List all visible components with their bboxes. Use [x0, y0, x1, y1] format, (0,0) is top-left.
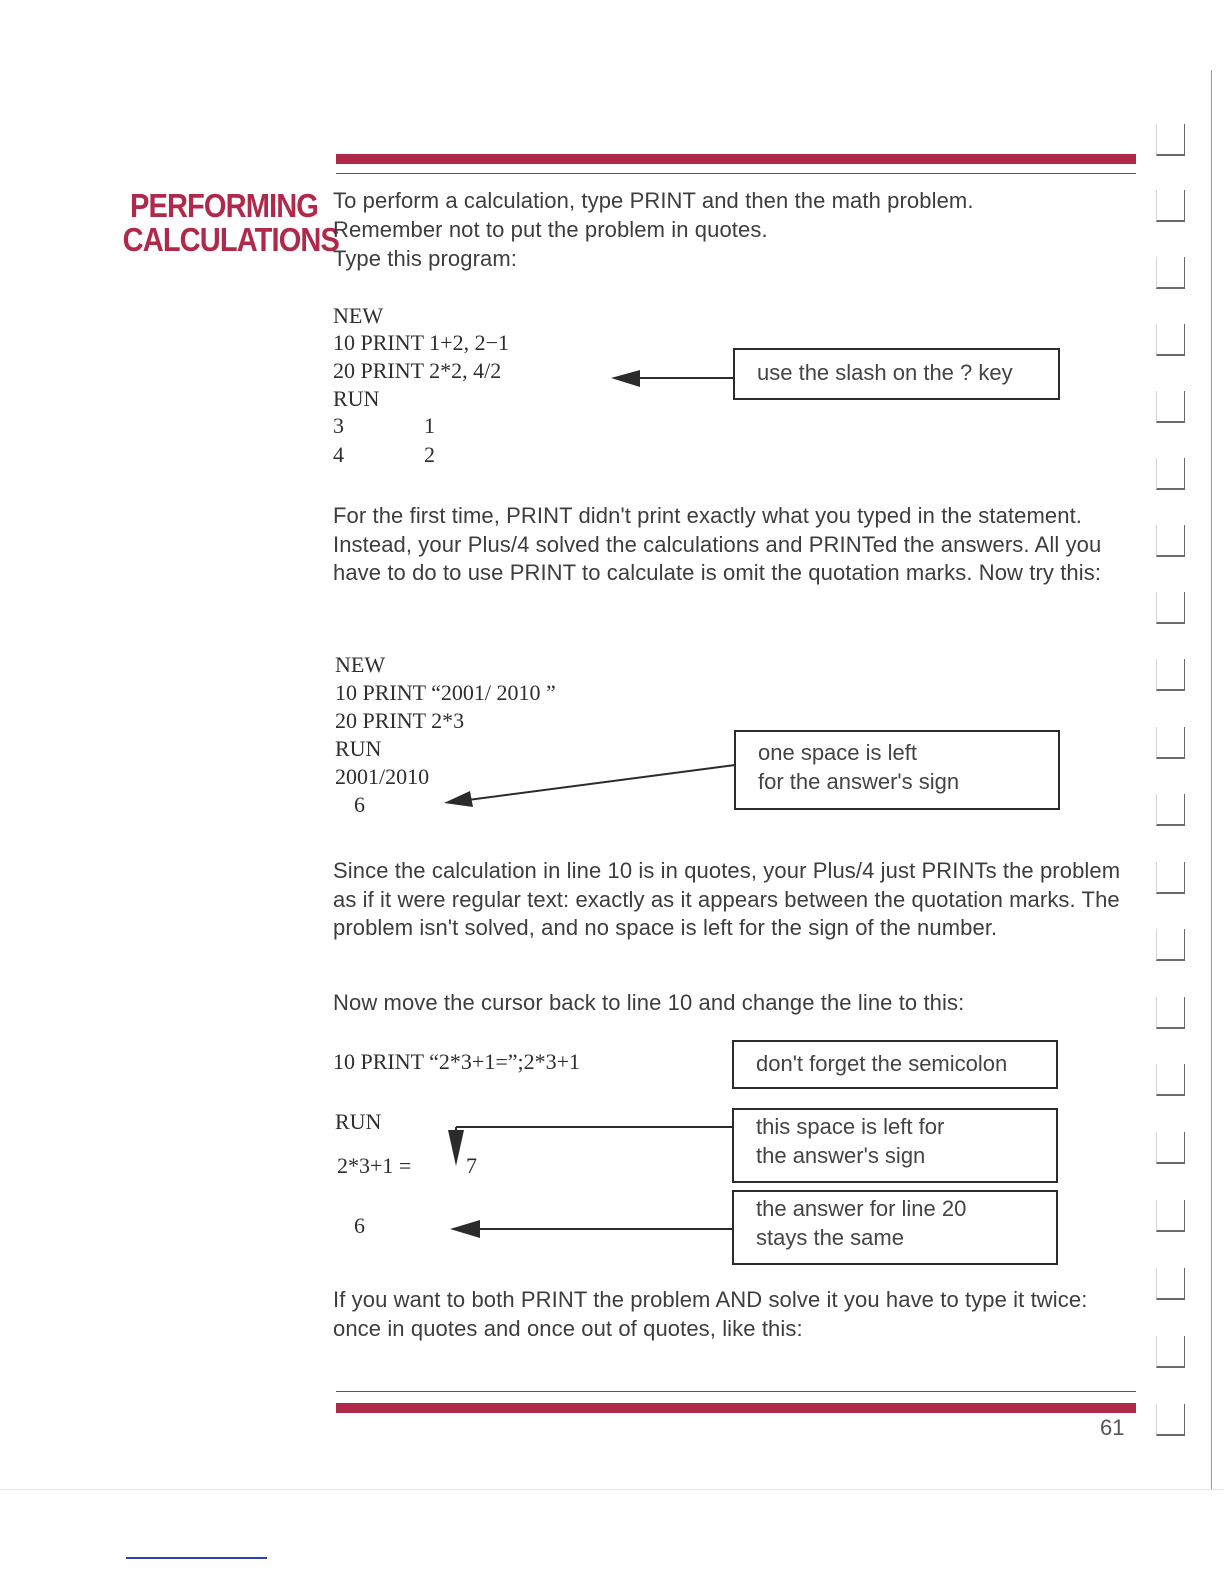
program1-output-2a: 4	[333, 442, 344, 467]
program2-line-10: 10 PRINT “2001/ 2010 ”	[335, 680, 556, 705]
binding-tab-16	[1156, 1132, 1185, 1164]
binding-tab-4	[1156, 324, 1185, 356]
program1-output-1a: 3	[333, 413, 344, 438]
program2-output-6: 6	[354, 792, 365, 817]
program2-line-run: RUN	[335, 736, 382, 761]
section-heading-line1: PERFORMING	[129, 187, 318, 224]
page-bottom-edge	[0, 1489, 1224, 1490]
binding-tab-14	[1156, 997, 1185, 1029]
program1-output-1b: 1	[424, 413, 435, 438]
binding-tab-10	[1156, 727, 1185, 759]
binding-tab-12	[1156, 862, 1185, 894]
binding-tab-5	[1156, 391, 1185, 423]
paragraph-5: If you want to both PRINT the problem AND solve it you have to type it twice: once in quotes and once out of quotes, like this:	[333, 1287, 1088, 1341]
program2-line-20: 20 PRINT 2*3	[335, 708, 465, 733]
program3-line-10: 10 PRINT “2*3+1=”;2*3+1	[333, 1049, 581, 1074]
callout-line20-same-line2: stays the same	[756, 1225, 904, 1250]
arrow-line20-same	[450, 1220, 733, 1238]
arrow-answer-sign	[444, 765, 735, 807]
binding-tab-17	[1156, 1200, 1185, 1232]
callout-answer-sign-line2: for the answer's sign	[758, 769, 960, 794]
callout-semicolon: don't forget the semicolon	[732, 1040, 1058, 1089]
binding-tab-8	[1156, 592, 1185, 624]
binding-tab-18	[1156, 1268, 1185, 1300]
binding-tab-2	[1156, 190, 1185, 222]
callout-answer-sign-line1: one space is left	[758, 740, 917, 765]
paragraph-3: Since the calculation in line 10 is in quotes, your Plus/4 just PRINTs the problem as if it were regular text: exactly as it appears between the quotation marks. The problem isn't solved, and no space is left for the sign of the number.	[333, 858, 1121, 941]
page-number: 61	[1100, 1415, 1125, 1440]
callout-space-left-line2: the answer's sign	[756, 1143, 926, 1168]
intro-line2: Remember not to put the problem in quotes.	[333, 217, 768, 242]
page-edge-line	[1211, 70, 1212, 1490]
arrow-slash-key	[611, 370, 734, 387]
binding-tab-11	[1156, 794, 1185, 826]
binding-tab-7	[1156, 525, 1185, 557]
program2-line-new: NEW	[335, 652, 386, 677]
intro-line3: Type this program:	[333, 246, 517, 271]
binding-tab-3	[1156, 257, 1185, 289]
paragraph-2: For the first time, PRINT didn't print exactly what you typed in the statement. Instead, your Plus/4 solved the calculations and PRINTed the answers. All you have to do to use PRINT to calculate is omit the quotation marks. Now try this:	[333, 503, 1102, 586]
bottom-rule-thin	[336, 1391, 1136, 1392]
binding-tab-9	[1156, 659, 1185, 691]
callout-slash-key: use the slash on the ? key	[733, 348, 1060, 400]
callout-space-left-line1: this space is left for	[756, 1114, 945, 1139]
program3-run: RUN	[335, 1109, 382, 1134]
binding-tab-15	[1156, 1064, 1185, 1096]
section-heading-line2: CALCULATIONS	[122, 221, 340, 258]
bottom-rule-thick	[336, 1403, 1136, 1413]
callout-line20-same-line1: the answer for line 20	[756, 1196, 967, 1221]
blue-mark	[126, 1557, 267, 1559]
program3-output-expr: 2*3+1 =	[337, 1153, 412, 1178]
binding-tab-13	[1156, 929, 1185, 961]
binding-tab-19	[1156, 1336, 1185, 1368]
program1-output-2b: 2	[424, 442, 435, 467]
program1-line-10: 10 PRINT 1+2, 2−1	[333, 330, 509, 355]
paragraph-4: Now move the cursor back to line 10 and change the line to this:	[333, 990, 965, 1015]
program3-output-6: 6	[354, 1213, 365, 1238]
binding-tab-1	[1156, 124, 1185, 156]
intro-line1: To perform a calculation, type PRINT and then the math problem.	[333, 188, 974, 213]
program1-line-new: NEW	[333, 303, 384, 328]
binding-tab-20	[1156, 1404, 1185, 1436]
arrow-space-left	[448, 1127, 733, 1166]
program3-output-value: 7	[466, 1153, 477, 1178]
binding-tab-6	[1156, 458, 1185, 490]
program1-line-20: 20 PRINT 2*2, 4/2	[333, 358, 502, 383]
program1-line-run: RUN	[333, 386, 380, 411]
program2-output-text: 2001/2010	[335, 764, 430, 789]
